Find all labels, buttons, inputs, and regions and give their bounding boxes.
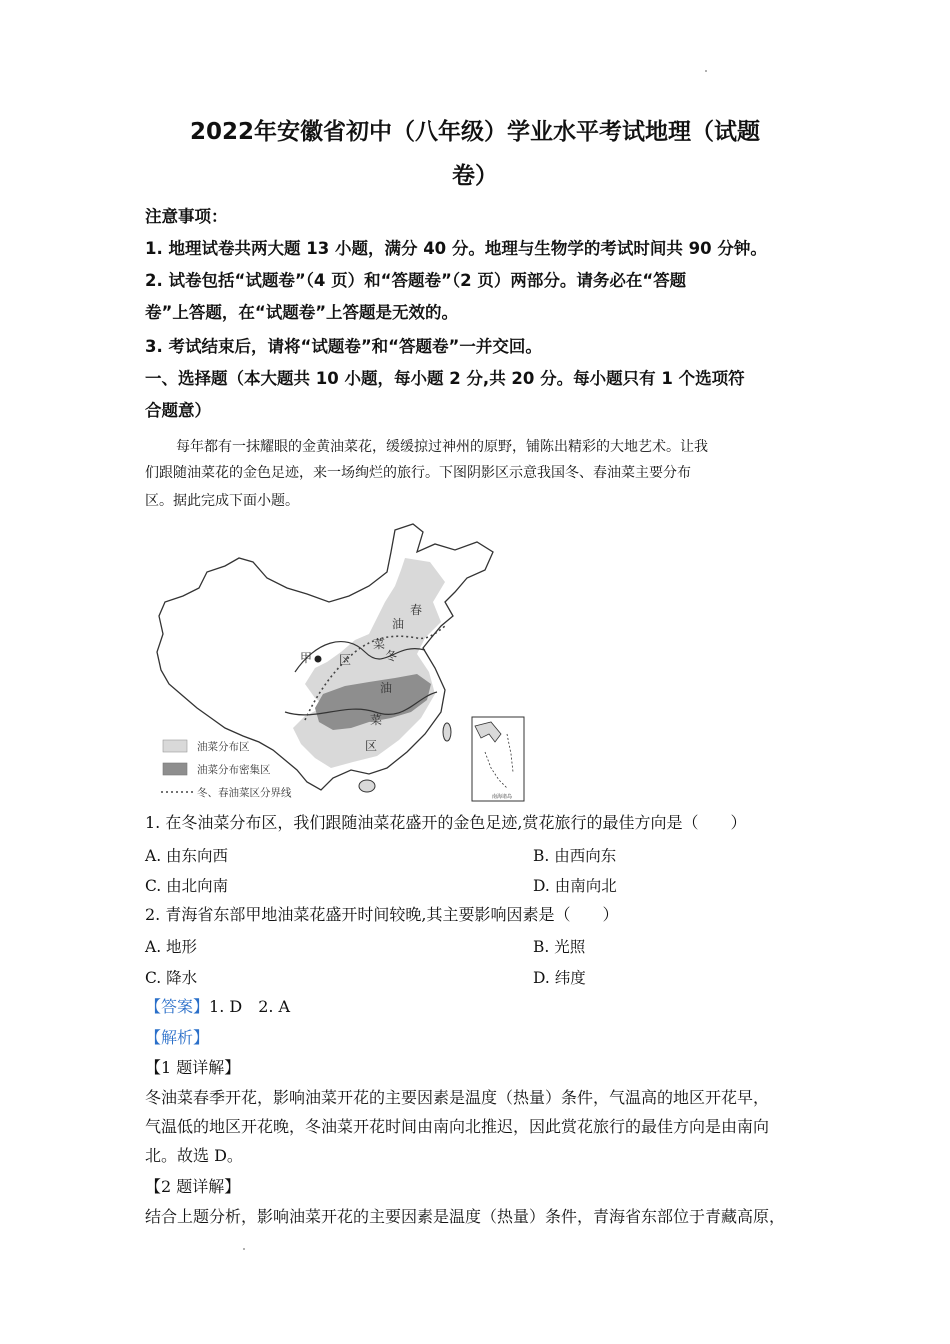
q1-option-d: D. 由南向北 [533,877,617,895]
location-jia-marker [315,656,322,663]
q1-option-b: B. 由西向东 [533,847,617,865]
q1-option-c: C. 由北向南 [145,877,229,895]
section1-heading-line1: 一、选择题（本大题共 10 小题，每小题 2 分,共 20 分。每小题只有 1 个选项符 [145,369,745,388]
passage-line3: 区。据此完成下面小题。 [145,493,299,509]
notice-item-2-line1: 2. 试卷包括“试题卷”（4 页）和“答题卷”（2 页）两部分。请务必在“答题 [145,271,687,290]
q1-option-a: A. 由东向西 [145,847,229,865]
taiwan-island [443,723,451,741]
hainan-island [359,780,375,792]
analysis-tag: 【解析】 [145,1028,210,1047]
legend-label-boundary: 冬、春油菜区分界线 [197,787,292,799]
notice-item-2-line2: 卷”上答题，在“试题卷”上答题是无效的。 [145,303,459,322]
winter-zone-char-2: 油 [380,681,393,695]
notice-item-3: 3. 考试结束后，请将“试题卷”和“答题卷”一并交回。 [145,337,542,356]
question-2-stem: 2. 青海省东部甲地油菜花盛开时间较晚,其主要影响因素是（ ） [145,905,619,924]
legend-label-distribution: 油菜分布区 [197,741,250,753]
passage-line1: 每年都有一抹耀眼的金黄油菜花，缓缓掠过神州的原野，铺陈出精彩的大地艺术。让我 [176,439,708,455]
inset-caption: 南海诸岛 [492,794,513,800]
notice-item-1: 1. 地理试卷共两大题 13 小题，满分 40 分。地理与生物学的考试时间共 90 分钟。 [145,239,767,258]
page-title-line2: 卷） [452,163,498,189]
map-svg [155,522,530,804]
detail-1-line2: 气温低的地区开花晚，冬油菜开花时间由南向北推迟，因此赏花旅行的最佳方向是由南向 [145,1117,770,1136]
spring-zone-char-4: 区 [339,653,352,667]
winter-zone-char-4: 区 [365,739,378,753]
detail-1-line1: 冬油菜春季开花，影响油菜开花的主要因素是温度（热量）条件，气温高的地区开花早， [145,1088,770,1107]
q2-option-d: D. 纬度 [533,969,586,987]
spring-zone-char-3: 菜 [373,637,386,651]
winter-zone-char-3: 菜 [370,713,383,727]
spring-zone-char-2: 油 [392,617,405,631]
answer-text: 1. D 2. A [209,997,291,1016]
detail-2-line1: 结合上题分析，影响油菜开花的主要因素是温度（热量）条件，青海省东部位于青藏高原， [145,1207,786,1226]
scan-speck [705,70,707,72]
location-jia-label: 甲 [300,651,313,665]
rapeseed-distribution-map [155,522,530,804]
q2-option-a: A. 地形 [145,938,198,956]
legend-swatch-dense [163,763,187,775]
passage-line2: 们跟随油菜花的金色足迹，来一场绚烂的旅行。下图阴影区示意我国冬、春油菜主要分布 [145,465,691,481]
legend-label-dense: 油菜分布密集区 [197,764,271,776]
section1-heading-line2: 合题意） [145,401,211,420]
scan-speck-bottom [243,1248,245,1250]
answer-line [145,996,290,1018]
answer-tag: 【答案】 [145,997,210,1016]
detail-2-heading: 【2 题详解】 [145,1177,241,1196]
detail-1-heading: 【1 题详解】 [145,1058,241,1077]
winter-zone-char-1: 冬 [385,649,398,663]
spring-zone-char-1: 春 [410,603,423,617]
notice-heading: 注意事项： [145,207,228,226]
question-1-stem: 1. 在冬油菜分布区，我们跟随油菜花盛开的金色足迹,赏花旅行的最佳方向是（ ） [145,813,747,832]
legend-swatch-distribution [163,740,187,752]
q2-option-c: C. 降水 [145,969,198,987]
q2-option-b: B. 光照 [533,938,586,956]
detail-1-line3: 北。故选 D。 [145,1146,243,1165]
page-title-line1: 2022年安徽省初中（八年级）学业水平考试地理（试题 [189,119,760,145]
